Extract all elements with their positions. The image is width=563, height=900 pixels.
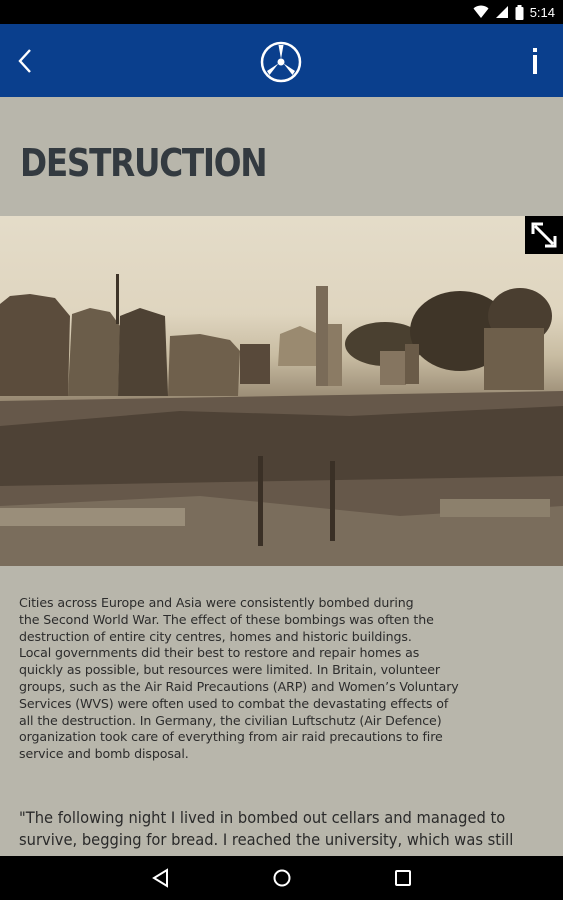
body-line: quickly as possible, but resources were limited. In Britain, volunteer	[19, 662, 440, 678]
quote-line: survive, begging for bread. I reached the university, which was still	[19, 830, 514, 849]
ruined-street-image	[0, 216, 563, 566]
status-icons	[473, 0, 555, 24]
nav-home-icon[interactable]	[271, 867, 293, 889]
chevron-left-icon[interactable]	[10, 44, 42, 78]
body-line: Services (WVS) were often used to combat the devastating effects of	[19, 695, 449, 711]
status-time: 5:14	[529, 4, 555, 20]
nav-back-icon[interactable]	[150, 867, 172, 889]
body-line: the Second World War. The effect of these bombings was often the	[19, 611, 434, 627]
expand-icon[interactable]	[525, 216, 563, 254]
body-line: service and bomb disposal.	[19, 746, 189, 762]
article-body	[19, 595, 539, 763]
app-bar	[0, 24, 563, 97]
body-line: all the destruction. In Germany, the civilian Luftschutz (Air Defence)	[19, 712, 442, 728]
signal-icon	[495, 5, 509, 19]
wifi-icon	[473, 5, 489, 19]
destruction-photo[interactable]	[0, 216, 563, 566]
page-title: DESTRUCTION	[20, 141, 267, 185]
status-bar	[0, 0, 563, 24]
info-icon[interactable]	[527, 44, 543, 78]
nav-recents-icon[interactable]	[392, 867, 414, 889]
article-quote	[19, 807, 512, 851]
body-line: Local governments did their best to restore and repair homes as	[19, 645, 420, 661]
quote-line: "The following night I lived in bombed out cellars and managed to	[19, 808, 506, 827]
body-line: destruction of entire city centres, homes and historic buildings.	[19, 628, 412, 644]
battery-icon	[515, 5, 524, 20]
body-line: groups, such as the Air Raid Precautions (ARP) and Women’s Voluntary	[19, 678, 459, 694]
system-nav-bar	[0, 856, 563, 900]
propeller-logo-icon	[259, 40, 303, 84]
body-line: Cities across Europe and Asia were consistently bombed during	[19, 595, 414, 610]
body-line: organization took care of everything from air raid precautions to fire	[19, 729, 443, 745]
article-content[interactable]	[0, 97, 563, 856]
